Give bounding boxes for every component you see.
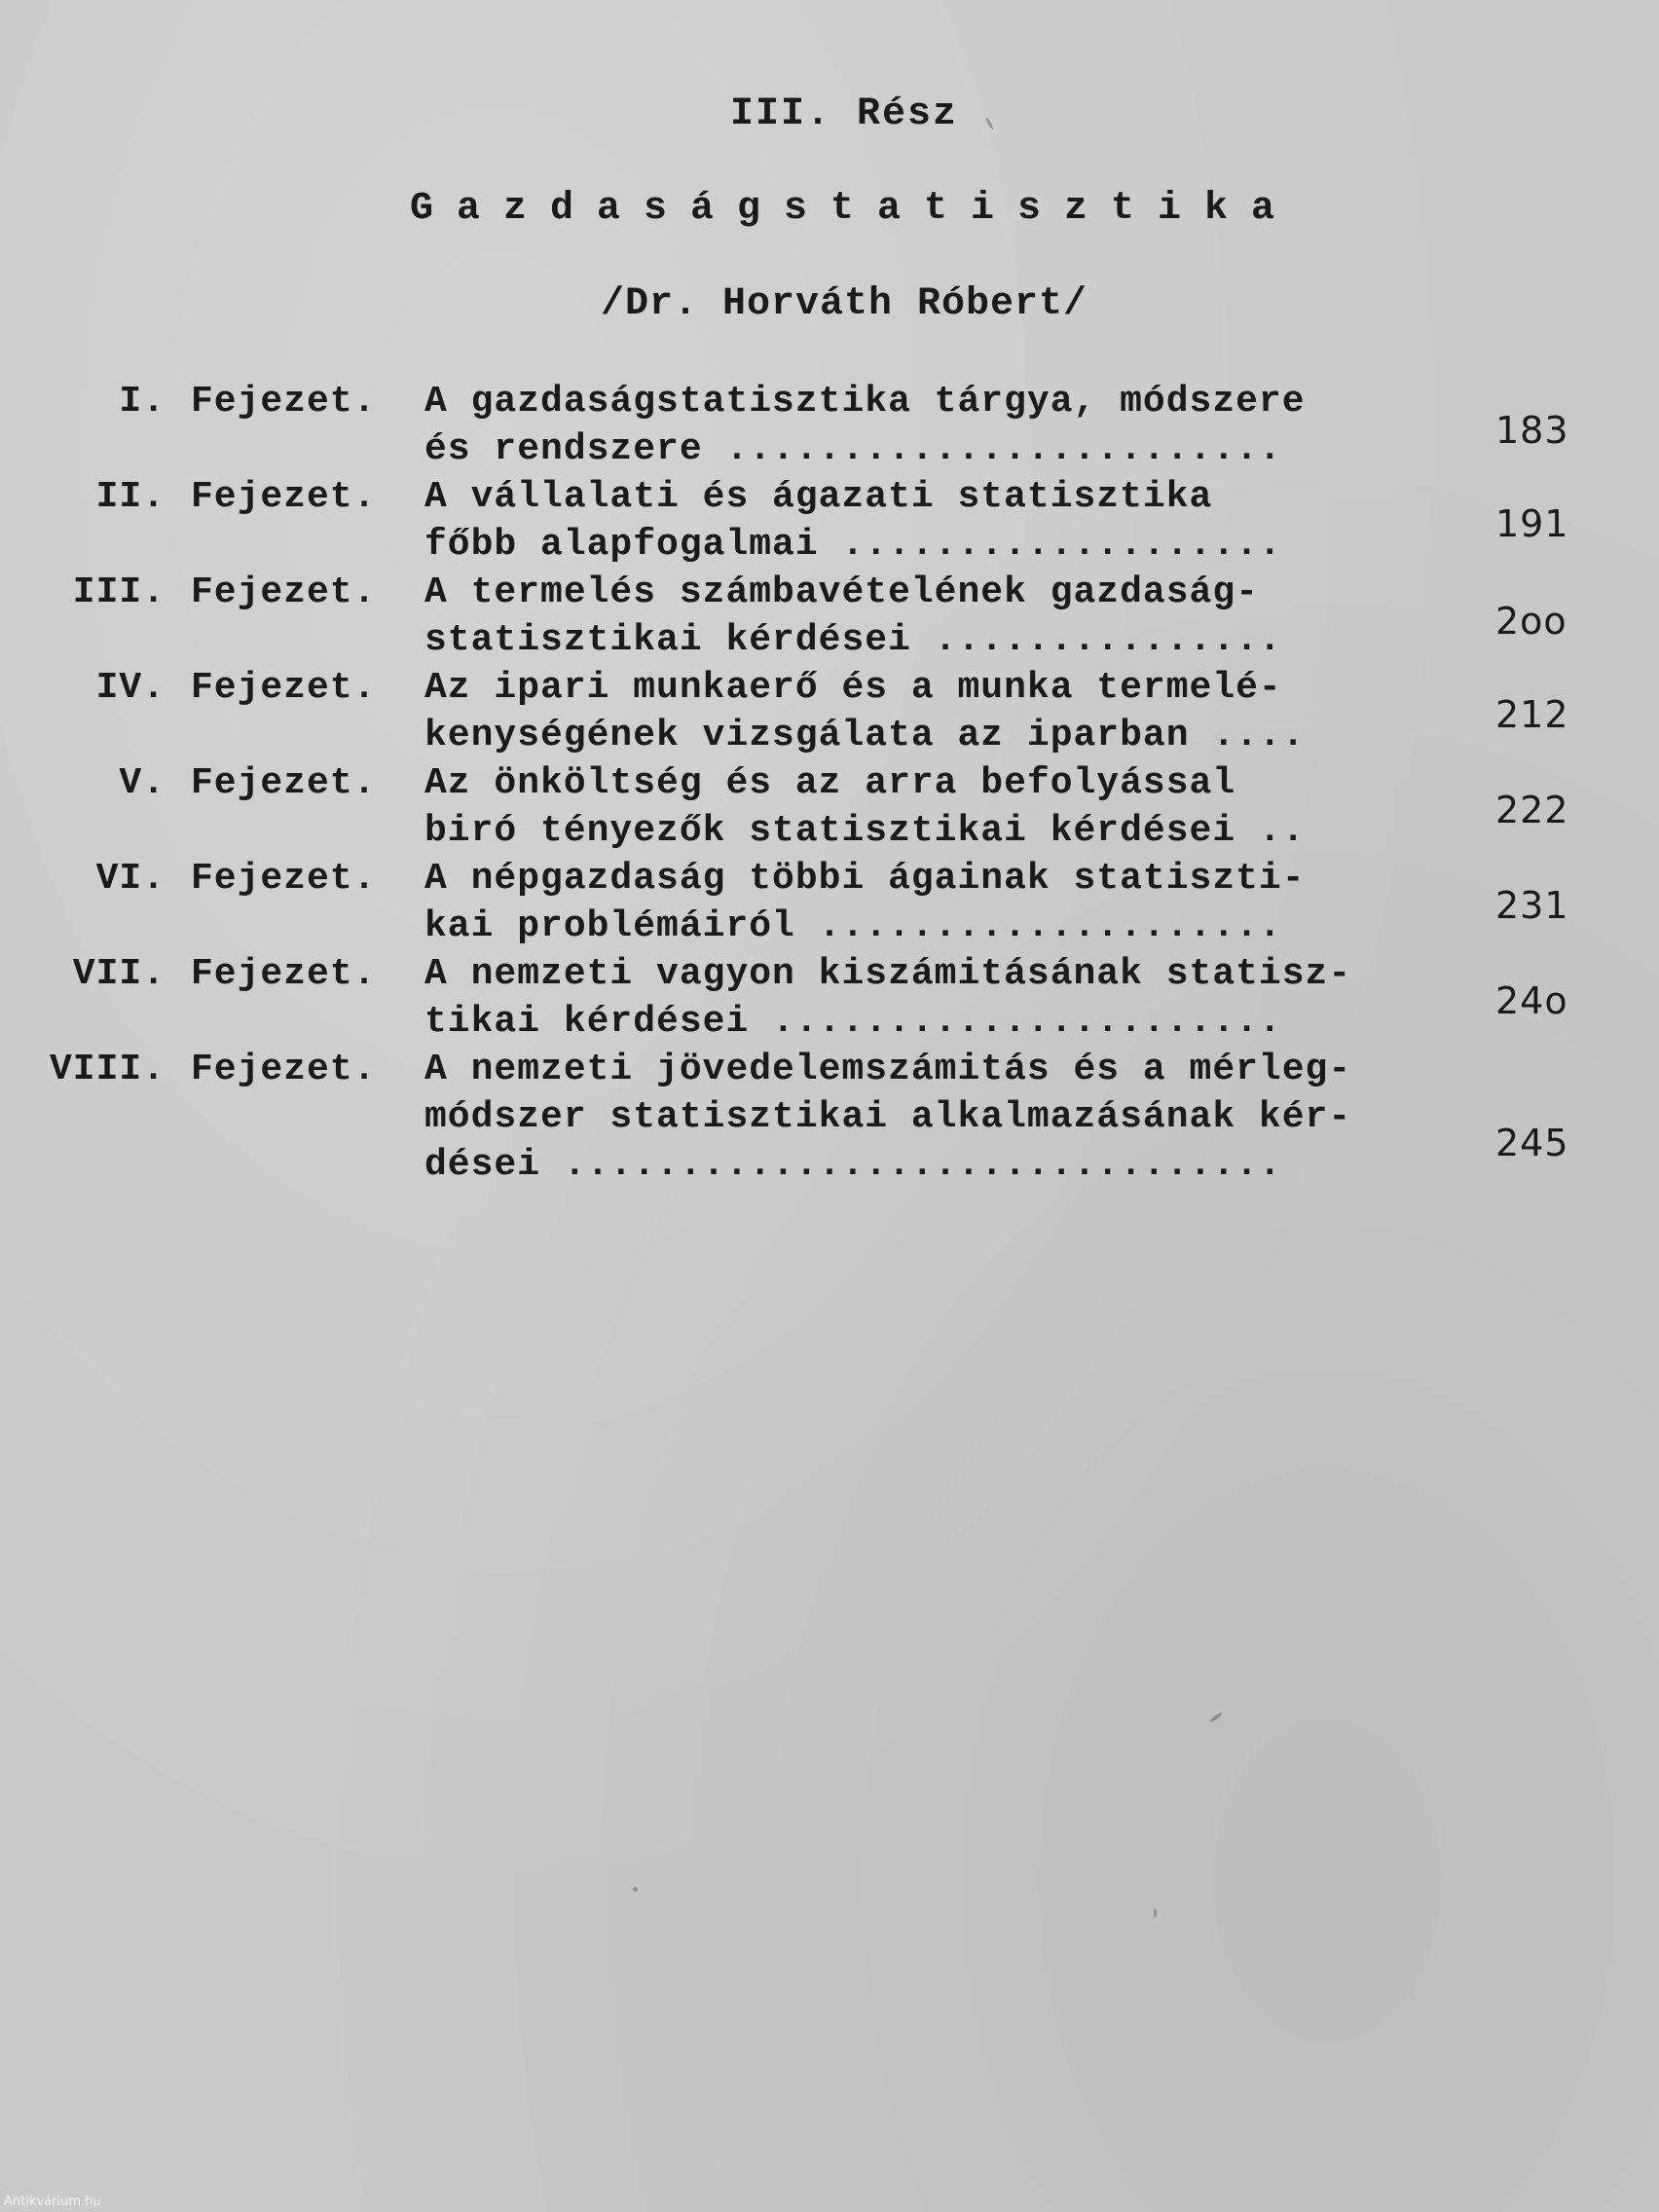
- toc-entry-6: [0, 855, 1659, 950]
- chapter-page-number: 191: [1495, 502, 1569, 545]
- chapter-title-line: A népgazdaság többi ágainak statiszti-: [424, 858, 1306, 900]
- chapter-number: III.: [72, 571, 166, 613]
- section-title: Gazdaságstatisztika: [409, 187, 1299, 231]
- paper-speck: [1154, 1908, 1157, 1918]
- toc-entry-7: [0, 950, 1659, 1046]
- toc-entry-8: [0, 1046, 1659, 1189]
- chapter-page-number: 183: [1495, 409, 1569, 452]
- chapter-number: VI.: [95, 858, 166, 900]
- chapter-title-line: biró tényezők statisztikai kérdései ..: [424, 810, 1306, 852]
- chapter-word: Fejezet.: [191, 667, 377, 709]
- chapter-page-number: 2oo: [1495, 600, 1567, 643]
- chapter-page-number: 24o: [1495, 979, 1568, 1022]
- paper-speck: [1209, 1712, 1223, 1722]
- chapter-title-line: tikai kérdései ......................: [424, 1001, 1282, 1043]
- chapter-title-line: és rendszere ........................: [424, 428, 1282, 470]
- chapter-number: VIII.: [49, 1049, 166, 1090]
- toc-entry-1: [0, 378, 1659, 473]
- chapter-title-line: A termelés számbavételének gazdaság-: [424, 571, 1259, 613]
- chapter-number: IV.: [95, 667, 166, 709]
- toc-entry-4: [0, 664, 1659, 759]
- chapter-title-line: A gazdaságstatisztika tárgya, módszere: [424, 381, 1306, 423]
- chapter-number: VII.: [72, 953, 166, 995]
- chapter-page-number: 212: [1495, 693, 1569, 736]
- chapter-title-line: A nemzeti vagyon kiszámitásának statisz-: [424, 953, 1352, 995]
- chapter-word: Fejezet.: [191, 1049, 377, 1090]
- chapter-title-line: Az ipari munkaerő és a munka termelé-: [424, 667, 1282, 709]
- table-of-contents: [0, 378, 1659, 1189]
- chapter-title-line: módszer statisztikai alkalmazásának kér-: [424, 1096, 1352, 1138]
- author-line: /Dr. Horváth Róbert/: [600, 282, 1088, 326]
- chapter-page-number: 245: [1495, 1122, 1569, 1164]
- part-label: III. Rész: [729, 92, 959, 136]
- chapter-number: I.: [119, 381, 166, 423]
- chapter-title-line: statisztikai kérdései ...............: [424, 619, 1282, 661]
- chapter-page-number: 222: [1495, 789, 1569, 831]
- chapter-word: Fejezet.: [191, 571, 377, 613]
- chapter-title-line: Az önköltség és az arra befolyással: [424, 762, 1236, 804]
- chapter-word: Fejezet.: [191, 476, 377, 518]
- chapter-word: Fejezet.: [191, 858, 377, 900]
- chapter-number: II.: [95, 476, 166, 518]
- chapter-title-line: dései ...............................: [424, 1144, 1282, 1186]
- watermark: Antikvárium.hu: [4, 2194, 101, 2209]
- chapter-title-line: kenységének vizsgálata az iparban ....: [424, 715, 1306, 756]
- toc-entry-2: [0, 473, 1659, 569]
- chapter-page-number: 231: [1495, 884, 1569, 927]
- chapter-title-line: kai problémáiról ....................: [424, 905, 1282, 947]
- toc-entry-3: [0, 569, 1659, 664]
- chapter-word: Fejezet.: [191, 762, 377, 804]
- toc-entry-5: [0, 759, 1659, 855]
- paper-speck: [633, 1887, 638, 1892]
- chapter-word: Fejezet.: [191, 953, 377, 995]
- chapter-number: V.: [119, 762, 166, 804]
- chapter-title-line: A nemzeti jövedelemszámitás és a mérleg-: [424, 1049, 1352, 1090]
- chapter-title-line: főbb alapfogalmai ...................: [424, 524, 1282, 566]
- chapter-word: Fejezet.: [191, 381, 377, 423]
- chapter-title-line: A vállalati és ágazati statisztika: [424, 476, 1213, 518]
